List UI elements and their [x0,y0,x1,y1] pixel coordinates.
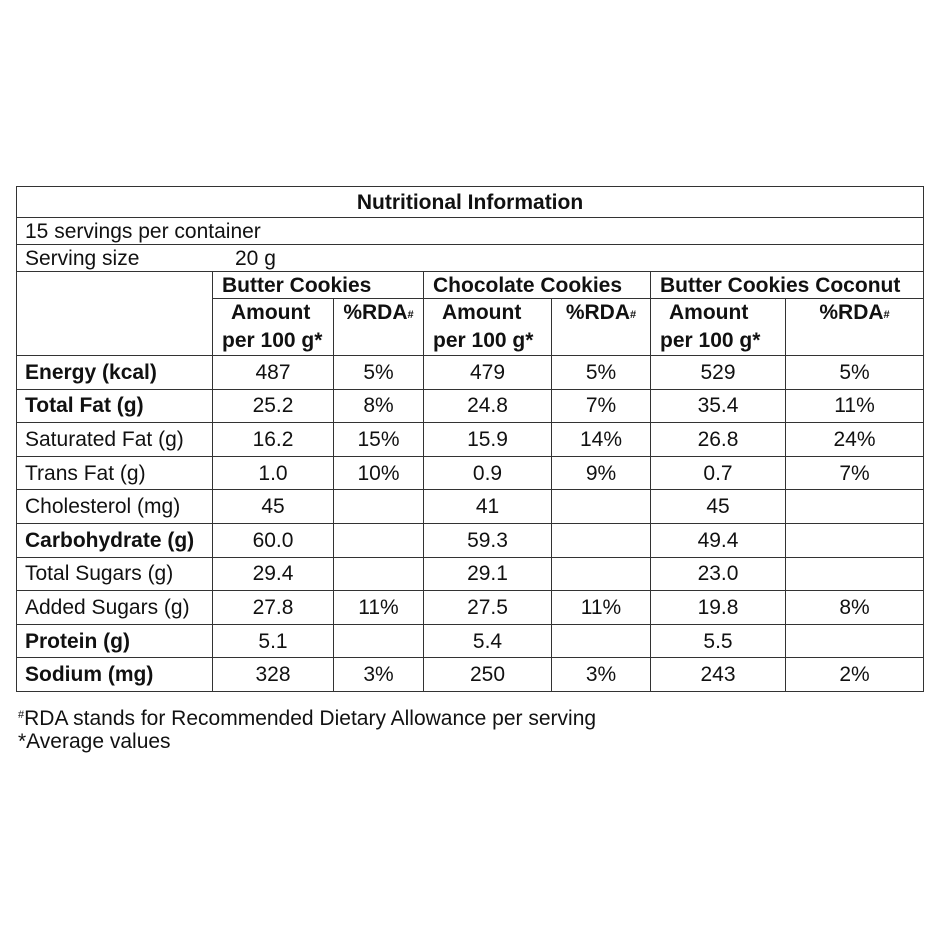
amount-cell: 1.0 [213,456,334,490]
table-row [17,490,924,524]
footnote-rda [18,708,596,729]
amount-cell: 35.4 [651,389,786,423]
table-row [17,423,924,457]
amount-cell: 45 [213,490,334,524]
nutrient-label: Sodium (mg) [17,658,213,692]
amount-cell: 0.7 [651,456,786,490]
corner-empty-cell [17,272,213,356]
rda-cell: 15% [334,423,424,457]
amount-header-line2: per 100 g* [222,329,323,352]
amount-cell: 45 [651,490,786,524]
amount-cell: 243 [651,658,786,692]
rda-header-mark: # [407,309,414,321]
footnote-rda-text: RDA stands for Recommended Dietary Allowance per serving [24,707,597,730]
amount-cell: 19.8 [651,591,786,625]
amount-cell: 16.2 [213,423,334,457]
amount-cell: 328 [213,658,334,692]
amount-cell: 41 [424,490,552,524]
amount-cell: 250 [424,658,552,692]
amount-cell: 49.4 [651,523,786,557]
table-row [17,389,924,423]
rda-cell: 8% [786,591,924,625]
amount-cell: 29.4 [213,557,334,591]
table-row [17,624,924,658]
amount-cell: 24.8 [424,389,552,423]
rda-cell: 3% [552,658,651,692]
rda-cell: 5% [334,356,424,390]
nutrient-label: Trans Fat (g) [17,456,213,490]
rda-cell: 8% [334,389,424,423]
rda-cell [786,557,924,591]
serving-size-label: Serving size [25,246,140,270]
rda-cell: 11% [552,591,651,625]
amount-cell: 5.5 [651,624,786,658]
rda-header [786,299,924,356]
nutrient-label: Total Fat (g) [17,389,213,423]
nutrient-label: Energy (kcal) [17,356,213,390]
table-row [17,456,924,490]
rda-header-text: %RDA [565,301,631,324]
rda-cell: 14% [552,423,651,457]
amount-cell: 23.0 [651,557,786,591]
rda-header [334,299,424,356]
rda-cell [334,624,424,658]
amount-cell: 27.8 [213,591,334,625]
rda-cell: 3% [334,658,424,692]
rda-header-text: %RDA [819,301,884,324]
amount-header-line2: per 100 g* [660,329,761,352]
amount-cell: 479 [424,356,552,390]
table-title: Nutritional Information [17,187,924,218]
rda-cell [552,490,651,524]
rda-cell: 5% [552,356,651,390]
amount-cell: 27.5 [424,591,552,625]
amount-cell: 0.9 [424,456,552,490]
footnote-average: *Average values [18,730,171,753]
amount-cell: 487 [213,356,334,390]
amount-cell: 5.4 [424,624,552,658]
rda-cell: 11% [786,389,924,423]
amount-cell: 15.9 [424,423,552,457]
rda-cell: 7% [786,456,924,490]
amount-per-100g-header [424,299,552,356]
rda-cell [552,523,651,557]
rda-header [552,299,651,356]
amount-cell: 29.1 [424,557,552,591]
amount-header-line1: Amount [442,301,522,324]
amount-per-100g-header [213,299,334,356]
rda-cell [786,624,924,658]
rda-header-text: %RDA [343,301,408,324]
product-chocolate-cookies: Chocolate Cookies [424,272,651,299]
rda-cell [334,557,424,591]
rda-cell: 11% [334,591,424,625]
amount-header-line1: Amount [231,301,311,324]
amount-header-line1: Amount [669,301,749,324]
rda-cell: 2% [786,658,924,692]
nutrient-label: Added Sugars (g) [17,591,213,625]
amount-header-line2: per 100 g* [433,329,534,352]
rda-cell: 24% [786,423,924,457]
product-butter-cookies: Butter Cookies [213,272,424,299]
nutrient-label: Saturated Fat (g) [17,423,213,457]
nutrition-table [16,186,924,692]
rda-cell: 9% [552,456,651,490]
table-row [17,591,924,625]
amount-per-100g-header [651,299,786,356]
table-row [17,523,924,557]
rda-cell [552,624,651,658]
serving-size-row [17,245,924,272]
rda-cell: 5% [786,356,924,390]
product-butter-cookies-coconut: Butter Cookies Coconut [651,272,924,299]
amount-cell: 26.8 [651,423,786,457]
rda-cell: 10% [334,456,424,490]
serving-size-value: 20 g [235,246,276,270]
nutrient-label: Total Sugars (g) [17,557,213,591]
amount-cell: 529 [651,356,786,390]
table-row [17,557,924,591]
rda-cell [786,523,924,557]
nutrient-label: Protein (g) [17,624,213,658]
table-row [17,658,924,692]
rda-cell [334,490,424,524]
nutrient-label: Carbohydrate (g) [17,523,213,557]
rda-header-mark: # [883,309,890,321]
rda-header-mark: # [630,309,637,321]
footnote-rda-mark: # [18,709,25,721]
amount-cell: 59.3 [424,523,552,557]
servings-per-container: 15 servings per container [17,218,924,245]
rda-cell [552,557,651,591]
amount-cell: 5.1 [213,624,334,658]
rda-cell [786,490,924,524]
nutrient-label: Cholesterol (mg) [17,490,213,524]
rda-cell: 7% [552,389,651,423]
amount-cell: 60.0 [213,523,334,557]
amount-cell: 25.2 [213,389,334,423]
table-row [17,356,924,390]
rda-cell [334,523,424,557]
